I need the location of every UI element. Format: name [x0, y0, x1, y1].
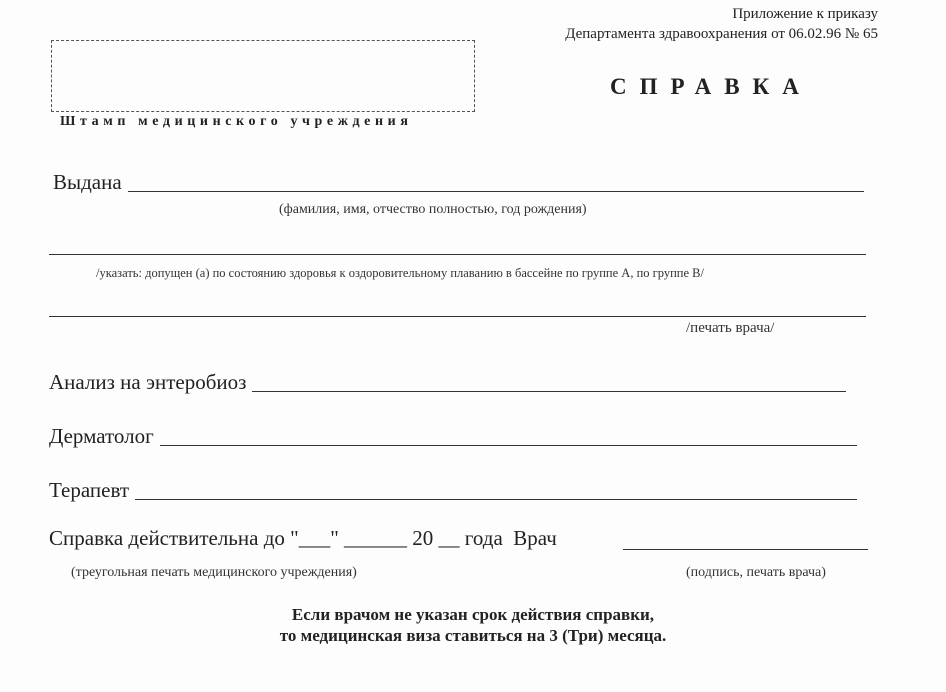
- enterobiosis-row: [49, 370, 846, 395]
- seal-field[interactable]: [49, 315, 866, 317]
- validity-month-blank[interactable]: ______: [344, 526, 408, 550]
- issued-field[interactable]: [128, 190, 864, 192]
- doctor-signature-field[interactable]: [623, 548, 868, 550]
- appendix-line-2: Департамента здравоохранения от 06.02.96 № 65: [565, 26, 878, 42]
- dermatologist-row: [49, 424, 857, 449]
- doctor-seal-label: /печать врача/: [686, 320, 775, 336]
- therapist-field[interactable]: [135, 498, 857, 500]
- validity-quote-close: ": [330, 526, 339, 550]
- validity-row: [49, 526, 557, 551]
- doctor-label: Врач: [513, 526, 557, 550]
- enterobiosis-field[interactable]: [252, 390, 846, 392]
- issued-row: [53, 170, 864, 195]
- dermatologist-field[interactable]: [160, 444, 857, 446]
- stamp-label: Штамп медицинского учреждения: [60, 114, 413, 129]
- issued-hint: (фамилия, имя, отчество полностью, год рождения): [279, 202, 587, 217]
- triangle-stamp-hint: (треугольная печать медицинского учреждения): [71, 565, 357, 580]
- validity-year-suffix: года: [464, 526, 503, 550]
- document-title: СПРАВКА: [610, 74, 812, 99]
- validity-day-blank[interactable]: ___: [298, 526, 331, 550]
- validity-year-prefix: 20: [412, 526, 434, 550]
- admission-field[interactable]: [49, 253, 866, 255]
- therapist-label: Терапевт: [49, 478, 130, 502]
- validity-year-blank[interactable]: __: [438, 526, 460, 550]
- note-line-1: Если врачом не указан срок действия справки,: [291, 605, 655, 624]
- validity-prefix: Справка действительна до ": [49, 526, 299, 550]
- signature-hint: (подпись, печать врача): [686, 565, 826, 580]
- therapist-row: [49, 478, 857, 503]
- appendix-line-1: Приложение к приказу: [732, 6, 878, 22]
- issued-label: Выдана: [53, 170, 122, 194]
- stamp-area: [51, 40, 475, 112]
- enterobiosis-label: Анализ на энтеробиоз: [49, 370, 247, 394]
- note-line-2: то медицинская виза ставиться на 3 (Три) месяца.: [279, 626, 667, 645]
- admission-hint: /указать: допущен (а) по состоянию здоровья к оздоровительному плаванию в бассейне по группе А, по группе В/: [96, 266, 704, 280]
- dermatologist-label: Дерматолог: [49, 424, 154, 448]
